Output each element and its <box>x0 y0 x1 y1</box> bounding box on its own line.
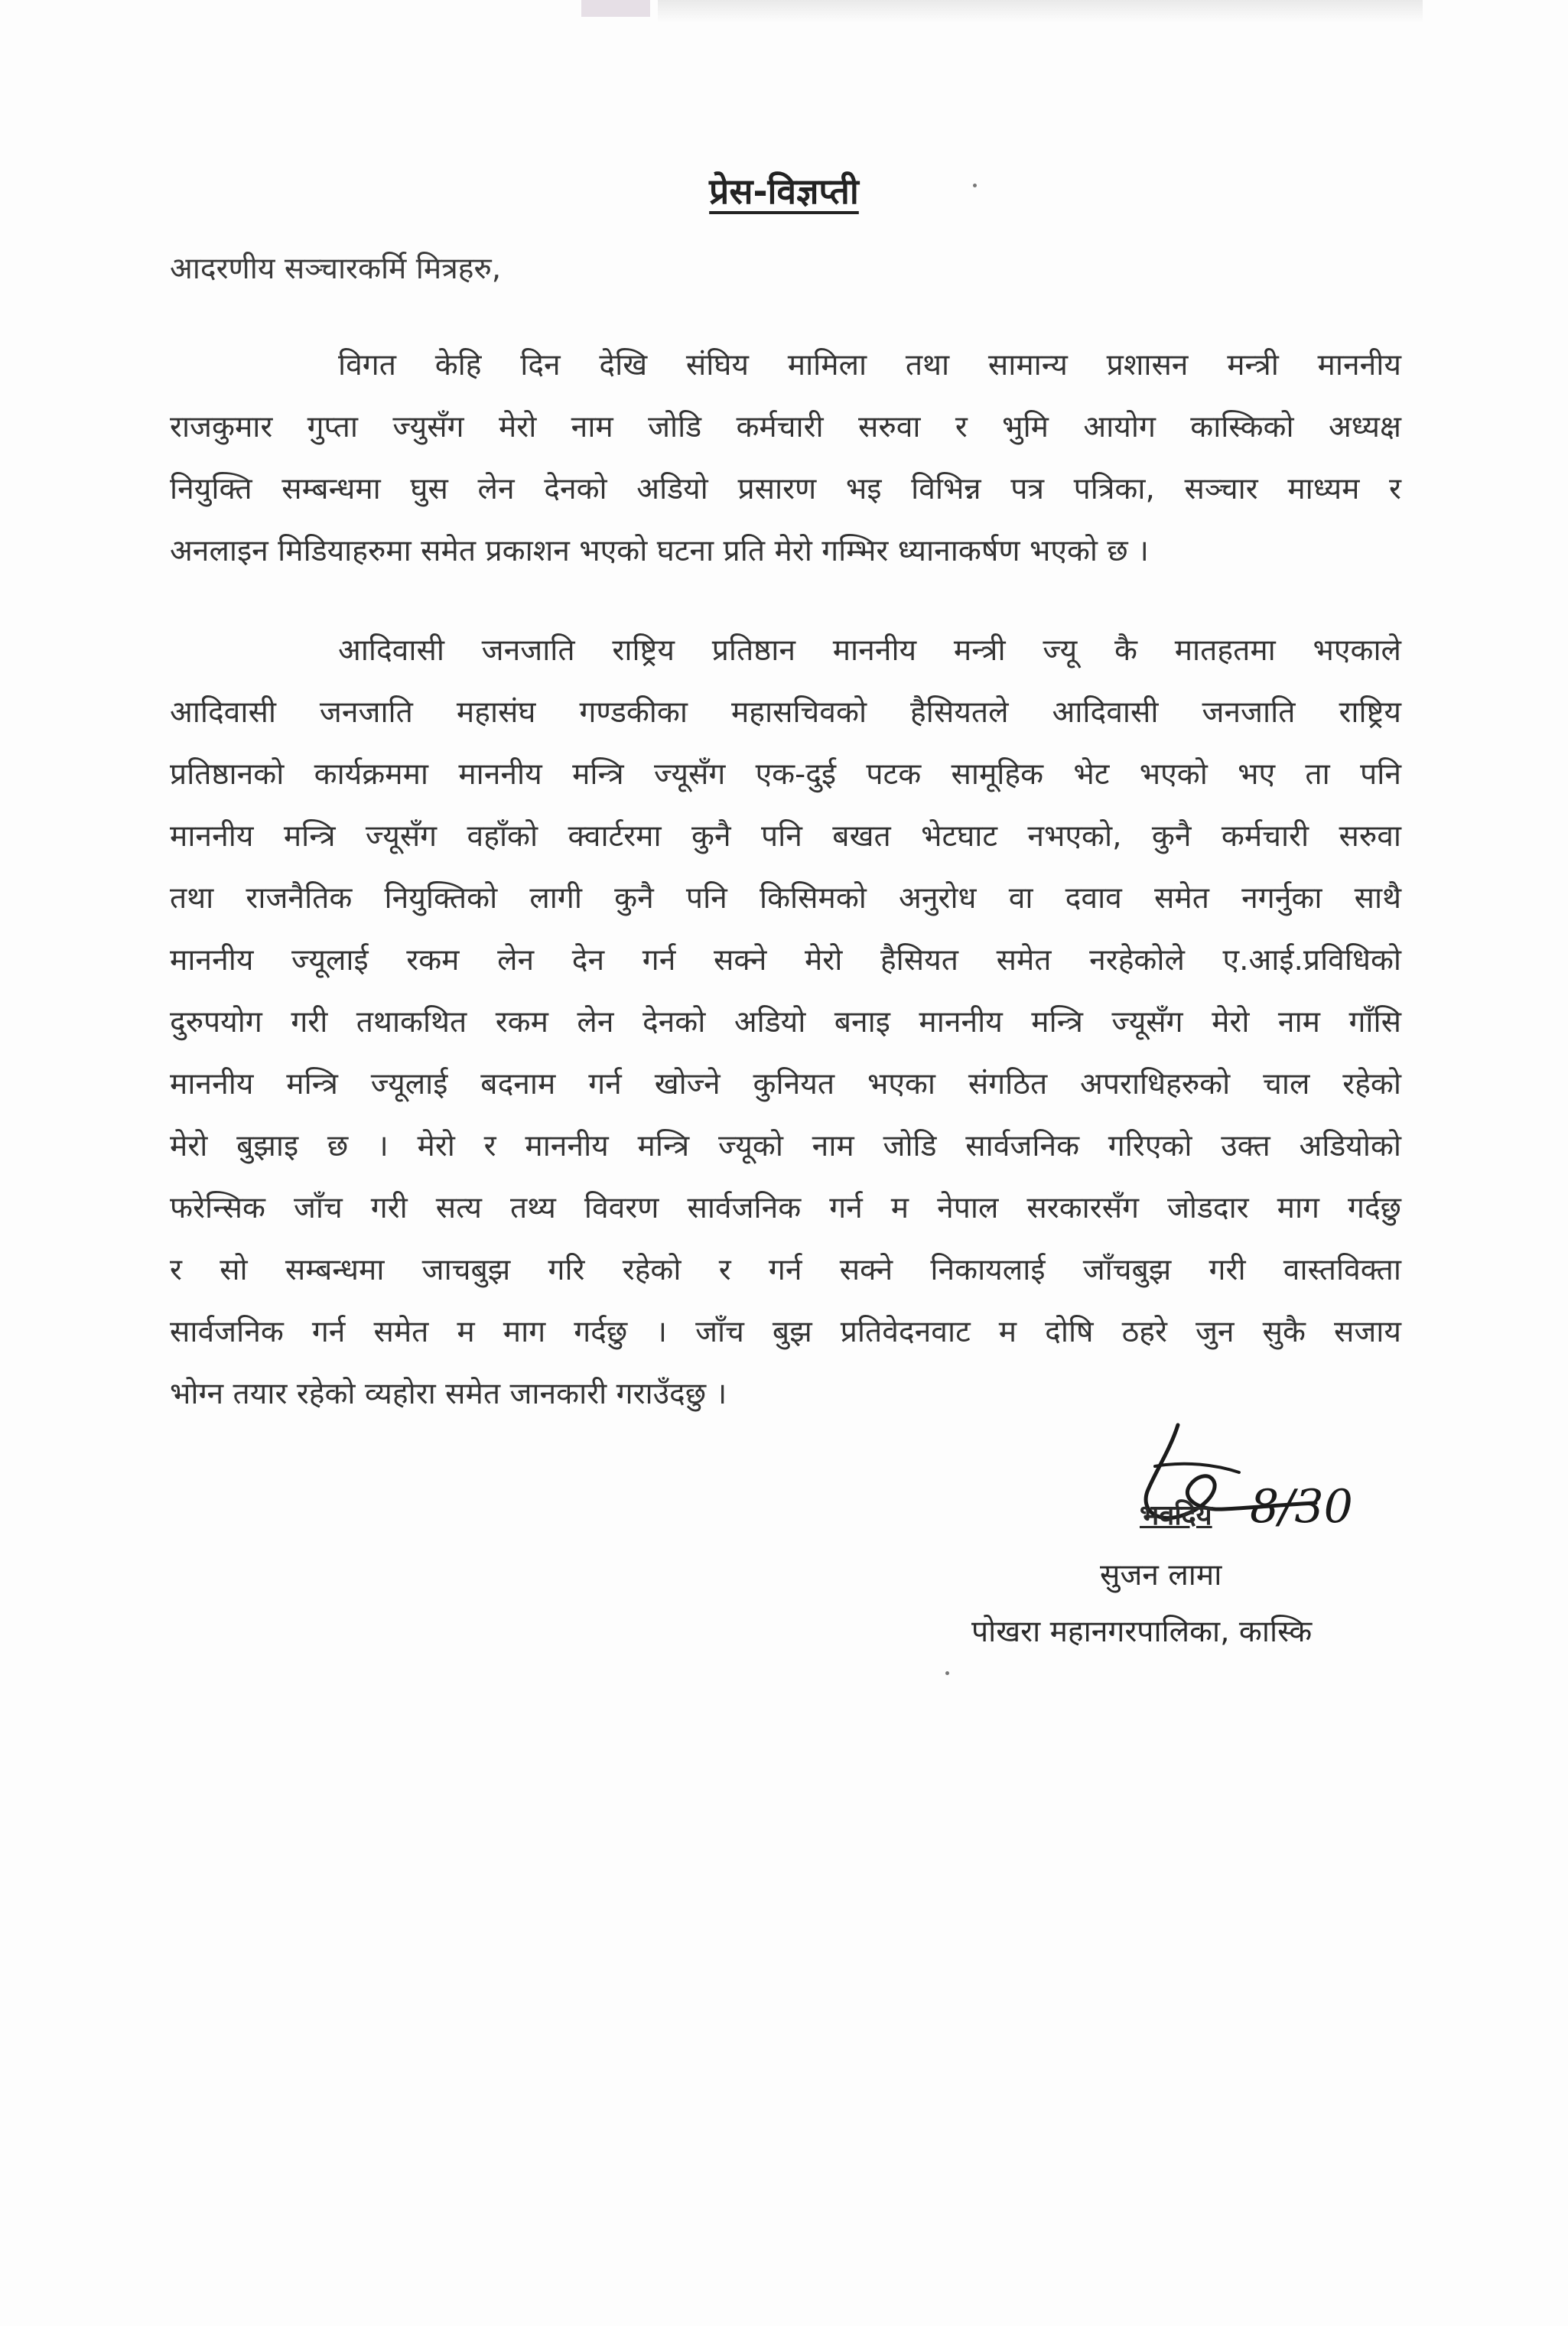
paragraph-line: फरेन्सिक जाँच गरी सत्य तथ्य विवरण सार्वजनिक गर्न म नेपाल सरकारसँग जोडदार माग गर्दछु <box>170 1191 1401 1225</box>
paragraph-line: सार्वजनिक गर्न समेत म माग गर्दछु । जाँच बुझ प्रतिवेदनवाट म दोषि ठहरे जुन सुकै सजाय <box>170 1315 1401 1349</box>
paragraph-1 <box>170 334 1401 582</box>
signatory-name: सुजन लामा <box>1100 1558 1222 1592</box>
paragraph-line: भोग्न तयार रहेको व्यहोरा समेत जानकारी गराउँदछु । <box>170 1377 727 1411</box>
paragraph-line: मेरो बुझाइ छ । मेरो र माननीय मन्त्रि ज्यूको नाम जोडि सार्वजनिक गरिएको उक्त अडियोको <box>170 1129 1401 1163</box>
document-title: प्रेस-विज्ञप्ती <box>709 171 859 212</box>
signature-label: भवदिय <box>1140 1500 1212 1531</box>
paragraph-line: राजकुमार गुप्ता ज्युसँग मेरो नाम जोडि कर्मचारी सरुवा र भुमि आयोग कास्किको अध्यक्ष <box>170 410 1401 444</box>
paragraph-line: विगत केहि दिन देखि संघिय मामिला तथा सामान्य प्रशासन मन्त्री माननीय <box>338 348 1401 382</box>
paragraph-line: तथा राजनैतिक नियुक्तिको लागी कुनै पनि किसिमको अनुरोध वा दवाव समेत नगर्नुका साथै <box>170 881 1401 916</box>
scan-edge-mark <box>581 0 650 17</box>
paragraph-line: नियुक्ति सम्बन्धमा घुस लेन देनको अडियो प्रसारण भइ विभिन्न पत्र पत्रिका, सञ्चार माध्यम र <box>170 472 1401 506</box>
paragraph-2 <box>170 620 1401 1425</box>
scan-edge-shadow <box>658 0 1423 23</box>
paragraph-line: प्रतिष्ठानको कार्यक्रममा माननीय मन्त्रि ज्यूसँग एक-दुई पटक सामूहिक भेट भएको भए ता पनि <box>170 757 1401 792</box>
salutation: आदरणीय सञ्चारकर्मि मित्रहरु, <box>170 252 502 286</box>
paragraph-line: आदिवासी जनजाति राष्ट्रिय प्रतिष्ठान माननीय मन्त्री ज्यू कै मातहतमा भएकाले <box>338 633 1401 668</box>
scan-speck <box>945 1671 949 1675</box>
signatory-organization: पोखरा महानगरपालिका, कास्कि <box>971 1615 1313 1649</box>
paragraph-line: माननीय ज्यूलाई रकम लेन देन गर्न सक्ने मेरो हैसियत समेत नरहेकोले ए.आई.प्रविधिको <box>170 943 1401 978</box>
paragraph-line: आदिवासी जनजाति महासंघ गण्डकीका महासचिवको हैसियतले आदिवासी जनजाति राष्ट्रिय <box>170 695 1401 730</box>
paragraph-line: अनलाइन मिडियाहरुमा समेत प्रकाशन भएको घटना प्रति मेरो गम्भिर ध्यानाकर्षण भएको छ । <box>170 534 1149 568</box>
paragraph-line: माननीय मन्त्रि ज्यूसँग वहाँको क्वार्टरमा कुनै पनि बखत भेटघाट नभएको, कुनै कर्मचारी सरुवा <box>170 819 1401 854</box>
signature-date: 8/30 <box>1250 1480 1353 1534</box>
paragraph-line: र सो सम्बन्धमा जाचबुझ गरि रहेको र गर्न सक्ने निकायलाई जाँचबुझ गरी वास्तविक्ता <box>170 1253 1401 1287</box>
paragraph-line: माननीय मन्त्रि ज्यूलाई बदनाम गर्न खोज्ने कुनियत भएका संगठित अपराधिहरुको चाल रहेको <box>170 1067 1401 1101</box>
paragraph-line: दुरुपयोग गरी तथाकथित रकम लेन देनको अडियो बनाइ माननीय मन्त्रि ज्यूसँग मेरो नाम गाँसि <box>170 1005 1401 1039</box>
